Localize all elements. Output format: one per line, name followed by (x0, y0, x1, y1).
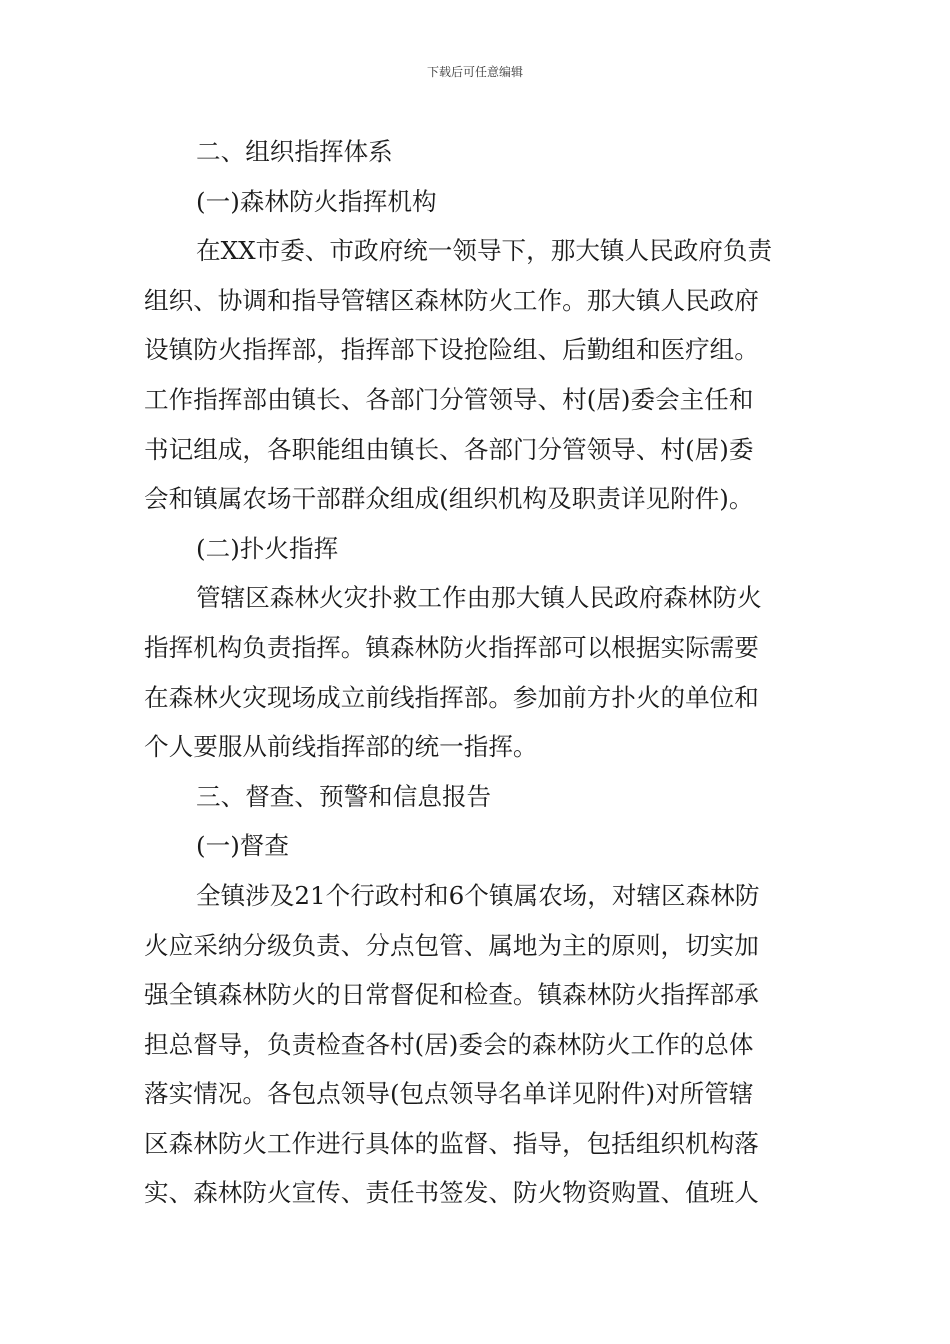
paragraph-line: 组织、协调和指导管辖区森林防火工作。那大镇人民政府 (144, 285, 759, 315)
paragraph-line: 全镇涉及21个行政村和6个镇属农场，对辖区森林防 (196, 880, 760, 910)
paragraph-line: 担总督导，负责检查各村(居)委会的森林防火工作的总体 (144, 1029, 754, 1059)
subsection-heading: (一)森林防火指挥机构 (196, 186, 437, 216)
paragraph-line: 指挥机构负责指挥。镇森林防火指挥部可以根据实际需要 (144, 632, 759, 662)
paragraph-line: 管辖区森林火灾扑救工作由那大镇人民政府森林防火 (196, 583, 762, 613)
paragraph-line: 书记组成，各职能组由镇长、各部门分管领导、村(居)委 (144, 434, 754, 464)
paragraph-line: 火应采纳分级负责、分点包管、属地为主的原则，切实加 (144, 930, 759, 960)
paragraph-line: 工作指挥部由镇长、各部门分管领导、村(居)委会主任和 (144, 384, 754, 414)
subsection-heading: (二)扑火指挥 (196, 533, 339, 563)
document-body (144, 127, 808, 1218)
page-header: 下载后可任意编辑 (426, 65, 523, 79)
section-heading: 三、督查、预警和信息报告 (196, 781, 492, 811)
paragraph-line: 落实情况。各包点领导(包点领导名单详见附件)对所管辖 (144, 1079, 754, 1109)
paragraph-line: 区森林防火工作进行具体的监督、指导，包括组织机构落 (144, 1128, 759, 1158)
paragraph-line: 会和镇属农场干部群众组成(组织机构及职责详见附件)。 (144, 484, 754, 514)
section-heading: 二、组织指挥体系 (196, 137, 393, 166)
paragraph-line: 设镇防火指挥部，指挥部下设抢险组、后勤组和医疗组。 (144, 335, 759, 365)
paragraph-line: 在XX市委、市政府统一领导下，那大镇人民政府负责 (196, 236, 773, 266)
paragraph-line: 个人要服从前线指挥部的统一指挥。 (144, 732, 538, 762)
paragraph-line: 在森林火灾现场成立前线指挥部。参加前方扑火的单位和 (144, 682, 759, 712)
paragraph-line: 强全镇森林防火的日常督促和检查。镇森林防火指挥部承 (144, 980, 759, 1010)
subsection-heading: (一)督查 (196, 831, 289, 861)
paragraph-line: 实、森林防火宣传、责任书签发、防火物资购置、值班人 (144, 1178, 759, 1208)
